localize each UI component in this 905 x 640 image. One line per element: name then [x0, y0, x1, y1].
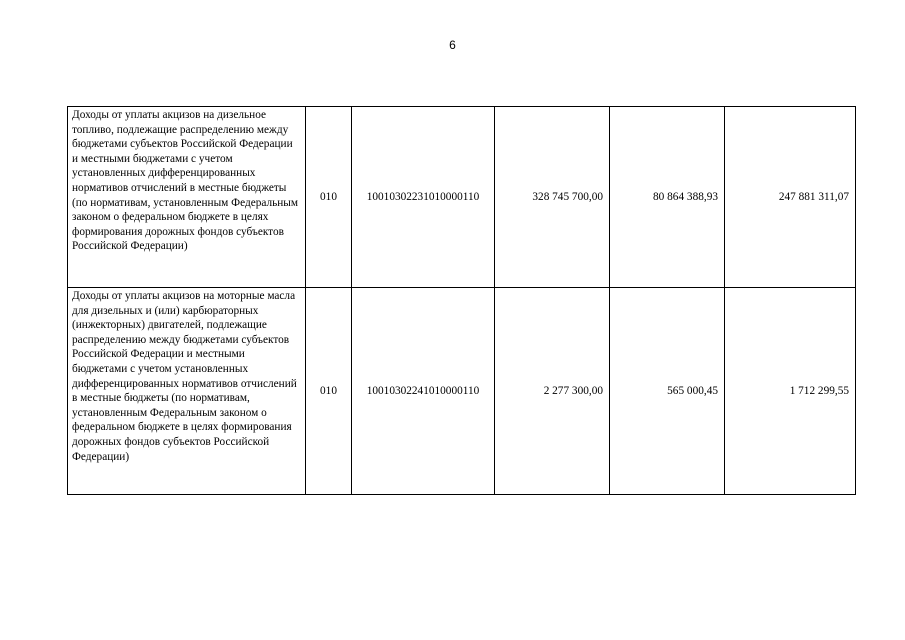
income-description-cell: Доходы от уплаты акцизов на моторные масла для дизельных и (или) карбюраторных (инжекторных) двигателей, подлежащие распределению между бюджетами субъектов Российской Федерации и местными бюджетами с учетом установленных дифференцированных нормативов отчислений в местные бюджеты (по нормативам, установленным Федеральным законом о федеральном бюджете в целях формирования дорожных фондов субъектов Российской Федерации) [68, 288, 306, 495]
budget-classification-code-cell: 10010302231010000110 [352, 107, 495, 288]
unexecuted-amount-cell: 247 881 311,07 [725, 107, 856, 288]
table-row [68, 288, 856, 495]
approved-amount-cell: 2 277 300,00 [495, 288, 610, 495]
executed-amount-cell: 80 864 388,93 [610, 107, 725, 288]
income-description-cell: Доходы от уплаты акцизов на дизельное топливо, подлежащие распределению между бюджетами субъектов Российской Федерации и местными бюджетами с учетом установленных дифференцированных нормативов отчислений в местные бюджеты (по нормативам, установленным Федеральным законом о федеральном бюджете в целях формирования дорожных фондов субъектов Российской Федерации) [68, 107, 306, 288]
budget-classification-code-cell: 10010302241010000110 [352, 288, 495, 495]
line-code-cell: 010 [306, 107, 352, 288]
table-row [68, 107, 856, 288]
executed-amount-cell: 565 000,45 [610, 288, 725, 495]
line-code-cell: 010 [306, 288, 352, 495]
unexecuted-amount-cell: 1 712 299,55 [725, 288, 856, 495]
approved-amount-cell: 328 745 700,00 [495, 107, 610, 288]
income-table [67, 106, 856, 495]
page-number: 6 [449, 38, 456, 52]
